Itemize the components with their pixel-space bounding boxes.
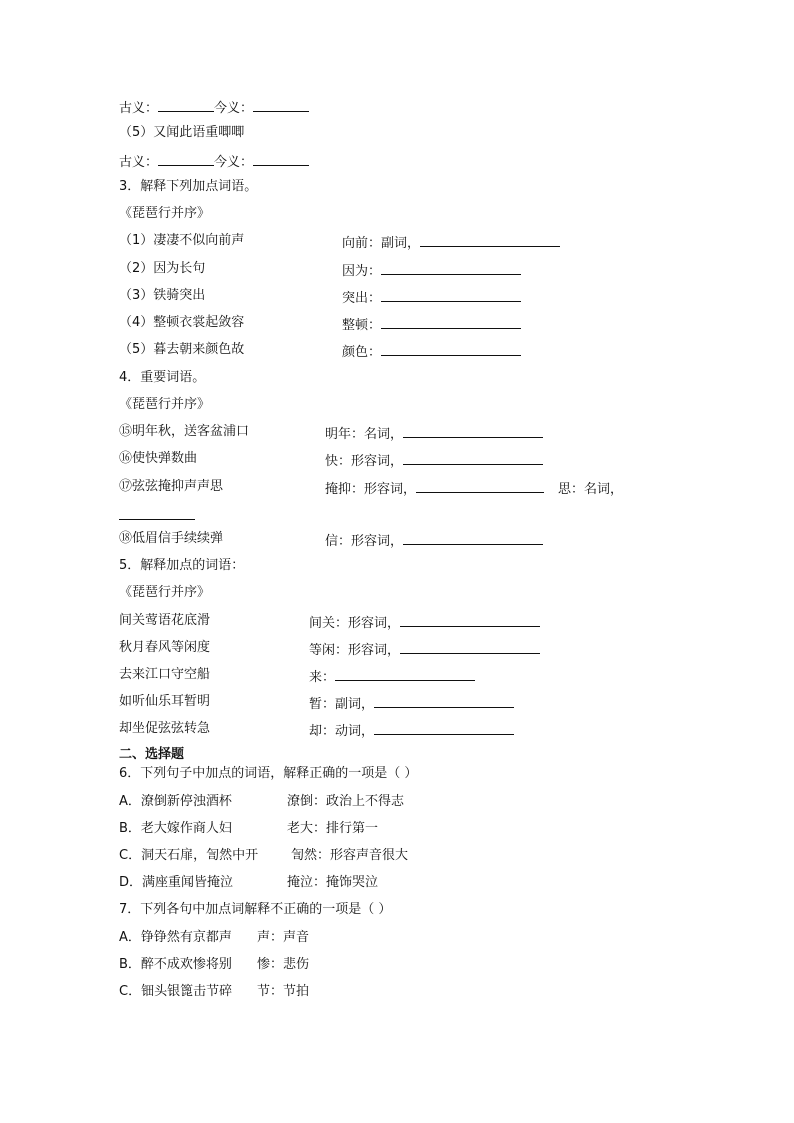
q4-item-18: ⑱低眉信手续续弹 bbox=[119, 531, 224, 546]
q7-option-c[interactable]: C．钿头银篦击节碎 节：节拍 bbox=[119, 984, 310, 999]
q4-item-18-key: 信：形容词， bbox=[325, 530, 543, 551]
q4-item-17-key2: 思：名词， bbox=[558, 482, 624, 497]
q3-item-5: （5）暮去朝来颜色故 bbox=[119, 342, 245, 357]
blank-field[interactable] bbox=[381, 287, 521, 302]
question-5: 5．解释加点的词语： bbox=[119, 558, 245, 573]
q6-option-c[interactable]: C．洞天石扉，訇然中开 訇然：形容声音很大 bbox=[119, 848, 409, 863]
q4-item-17-overflow-blank bbox=[119, 505, 195, 526]
q6-option-a[interactable]: A．潦倒新停浊酒杯 潦倒：政治上不得志 bbox=[119, 794, 405, 809]
q3-item-1-key: 向前：副词， bbox=[342, 232, 560, 253]
q4-item-17: ⑰弦弦掩抑声声思 bbox=[119, 479, 224, 494]
q7-option-b[interactable]: B．醉不成欢惨将别 惨：悲伤 bbox=[119, 957, 310, 972]
q7-option-a[interactable]: A．铮铮然有京都声 声：声音 bbox=[119, 930, 310, 945]
blank-field[interactable] bbox=[158, 97, 214, 112]
question-7: 7．下列各句中加点词解释不正确的一项是（ ） bbox=[119, 902, 392, 917]
blank-field[interactable] bbox=[374, 693, 514, 708]
q4-item-15-key: 明年：名词， bbox=[325, 423, 543, 444]
q6-option-d[interactable]: D．满座重闻皆掩泣 掩泣：掩饰哭泣 bbox=[119, 875, 379, 890]
label-gu-yi: 古义： bbox=[119, 101, 159, 116]
q4-item-16-key: 快：形容词， bbox=[325, 450, 543, 471]
q3-item-2-key: 因为： bbox=[342, 260, 521, 281]
blank-field[interactable] bbox=[381, 341, 521, 356]
answer-line-5-1 bbox=[119, 97, 309, 118]
q5-item-4-key: 暂：副词， bbox=[309, 693, 514, 714]
question-4-source: 《琵琶行并序》 bbox=[119, 397, 211, 412]
blank-field[interactable] bbox=[253, 151, 309, 166]
question-3: 3．解释下列加点词语。 bbox=[119, 179, 258, 194]
q5-item-4: 如听仙乐耳暂明 bbox=[119, 694, 211, 709]
blank-field[interactable] bbox=[403, 450, 543, 465]
q4-item-15: ⑮明年秋，送客盆浦口 bbox=[119, 424, 250, 439]
q5-item-2-key: 等闲：形容词， bbox=[309, 639, 540, 660]
blank-field[interactable] bbox=[400, 612, 540, 627]
blank-field[interactable] bbox=[403, 530, 543, 545]
label-gu-yi: 古义： bbox=[119, 155, 159, 170]
blank-field[interactable] bbox=[119, 505, 195, 520]
q5-item-2: 秋月春风等闲度 bbox=[119, 640, 211, 655]
q3-item-4: （4）整顿衣裳起敛容 bbox=[119, 315, 245, 330]
blank-field[interactable] bbox=[381, 314, 521, 329]
label-jin-yi: 今义： bbox=[214, 155, 254, 170]
q5-item-3-key: 来： bbox=[309, 666, 475, 687]
item-5: （5）又闻此语重唧唧 bbox=[119, 125, 245, 140]
q5-item-3: 去来江口守空船 bbox=[119, 667, 211, 682]
question-4: 4．重要词语。 bbox=[119, 370, 206, 385]
q3-item-2: （2）因为长句 bbox=[119, 261, 206, 276]
q5-item-5: 却坐促弦弦转急 bbox=[119, 721, 211, 736]
blank-field[interactable] bbox=[374, 720, 514, 735]
question-3-source: 《琵琶行并序》 bbox=[119, 206, 211, 221]
q3-item-5-key: 颜色： bbox=[342, 341, 521, 362]
blank-field[interactable] bbox=[400, 639, 540, 654]
answer-line-5-2 bbox=[119, 151, 309, 172]
q6-option-b[interactable]: B．老大嫁作商人妇 老大：排行第一 bbox=[119, 821, 379, 836]
section-2-heading: 二、选择题 bbox=[119, 747, 185, 762]
q3-item-4-key: 整顿： bbox=[342, 314, 521, 335]
blank-field[interactable] bbox=[253, 97, 309, 112]
q5-item-1-key: 间关：形容词， bbox=[309, 612, 540, 633]
q3-item-3-key: 突出： bbox=[342, 287, 521, 308]
q5-item-5-key: 却：动词， bbox=[309, 720, 514, 741]
blank-field[interactable] bbox=[420, 232, 560, 247]
label-jin-yi: 今义： bbox=[214, 101, 254, 116]
blank-field[interactable] bbox=[403, 423, 543, 438]
q5-item-1: 间关莺语花底滑 bbox=[119, 613, 211, 628]
q3-item-3: （3）铁骑突出 bbox=[119, 288, 206, 303]
blank-field[interactable] bbox=[158, 151, 214, 166]
question-6: 6．下列句子中加点的词语，解释正确的一项是（ ） bbox=[119, 766, 418, 781]
q3-item-1: （1）凄凄不似向前声 bbox=[119, 233, 245, 248]
blank-field[interactable] bbox=[381, 260, 521, 275]
q4-item-16: ⑯使快弹数曲 bbox=[119, 451, 198, 466]
question-5-source: 《琵琶行并序》 bbox=[119, 585, 211, 600]
blank-field[interactable] bbox=[335, 666, 475, 681]
q4-item-17-key: 掩抑：形容词， 思：名词， bbox=[325, 478, 623, 499]
blank-field[interactable] bbox=[416, 478, 544, 493]
